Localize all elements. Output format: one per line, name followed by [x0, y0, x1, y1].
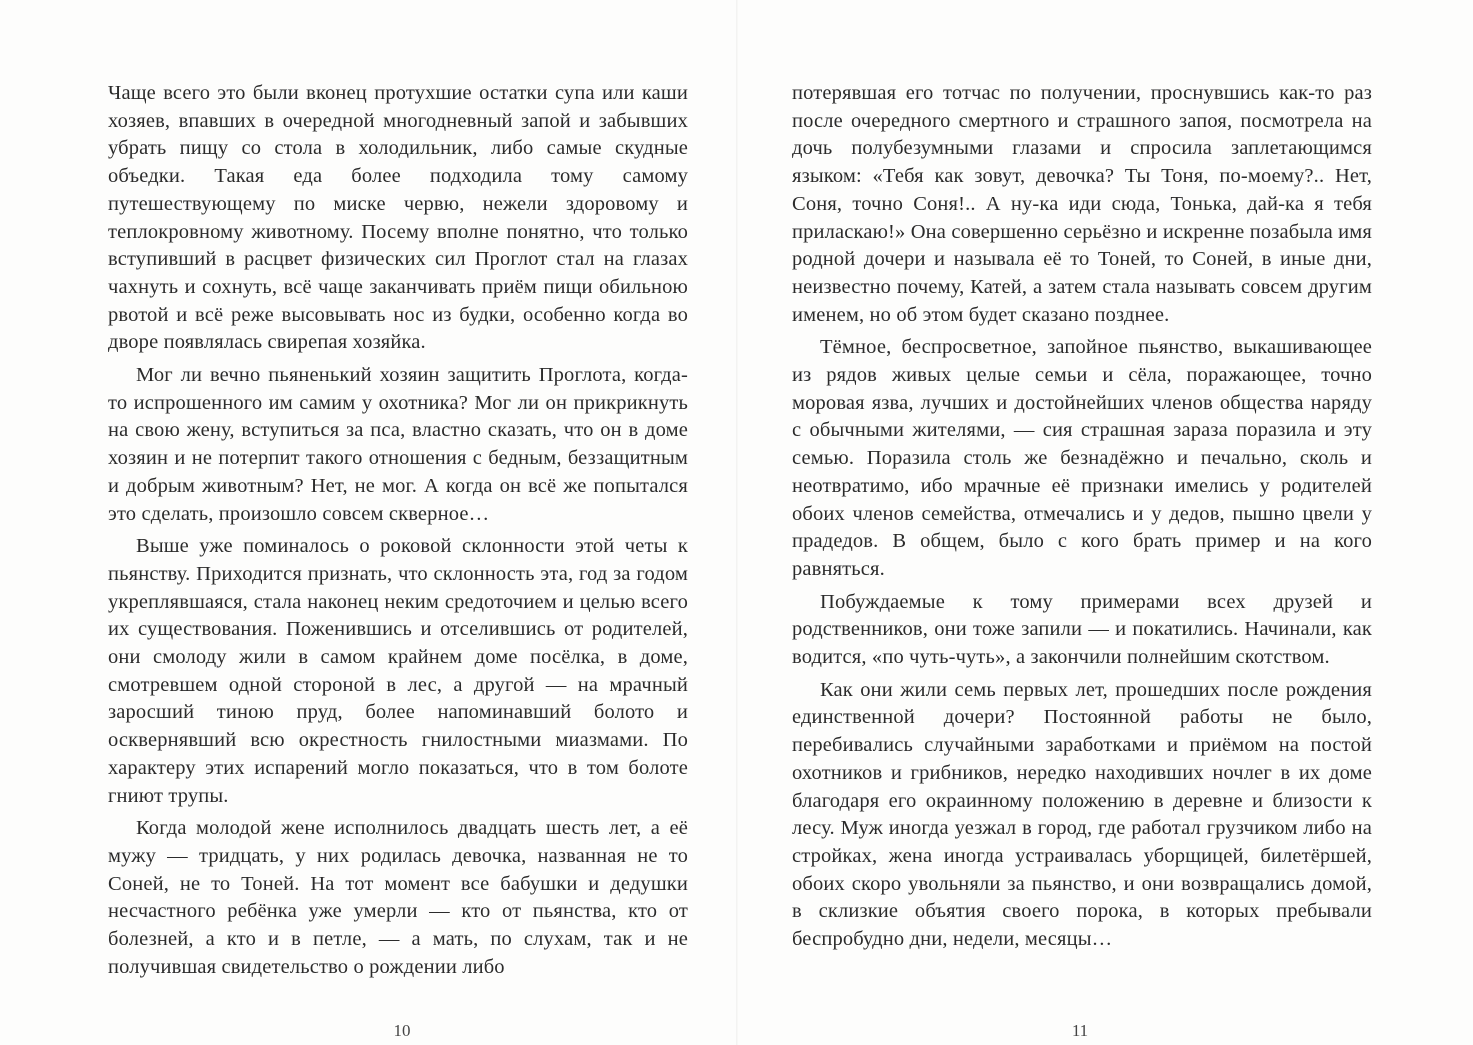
left-page: [108, 80, 688, 987]
left-page-number: 10: [393, 1021, 411, 1040]
right-paragraph-1: потерявшая его тотчас по получении, проснувшись как-то раз после очередного смертного и страшного запоя, посмотрела на дочь полубезумными глазами и спросила заплетающимся языком: «Тебя как зовут, девочка? Ты Тоня, по-моему?.. Нет, Соня, точно Соня!.. А ну-ка иди сюда, Тонька, дай-ка я тебя приласкаю!» Она совершенно серьёзно и искренне позабыла имя родной дочери и называла её то Тоней, то Соней, в иные дни, неизвестно почему, Катей, а затем стала называть совсем другим именем, но об этом будет сказано позднее.: [792, 82, 1372, 326]
right-paragraph-2: Тёмное, беспросветное, запойное пьянство, выкашивающее из рядов живых целые семьи и сёла, поражающее, точно моровая язва, лучших и достойнейших членов общества наряду с обычными жителями, — сия страшная зараза поразила и эту семью. Поразила столь же безнадёжно и печально, сколь и неотвратимо, ибо мрачные её признаки имелись у родителей обоих членов семейства, отмечались и у дедов, пышно цвели у прадедов. В общем, было с кого брать пример и на кого равняться.: [792, 336, 1372, 580]
left-paragraph-4: Когда молодой жене исполнилось двадцать шесть лет, а её мужу — тридцать, у них родилась девочка, названная не то Соней, не то Тоней. На тот момент все бабушки и дедушки несчастного ребёнка уже умерли — кто от пьянства, кто от болезней, а кто и в петле, — а мать, по слухам, так и не получившая свидетельство о рождении либо: [108, 817, 688, 978]
left-paragraph-3: Выше уже поминалось о роковой склонности этой четы к пьянству. Приходится признать, что склонность эта, год за годом укреплявшаяся, стала наконец неким средоточием и целью всего их существования. Поженившись и отселившись от родителей, они смолоду жили в самом крайнем доме посёлка, в доме, смотревшем одной стороной в лес, а другой — на мрачный заросший тиною пруд, более напоминавший болото и осквернявший всю окрестность гнилостными миазмами. По характеру этих испарений могло показаться, что в том болоте гниют трупы.: [108, 535, 688, 807]
right-page-number: 11: [1071, 1021, 1089, 1040]
left-paragraph-2: Мог ли вечно пьяненький хозяин защитить Проглота, когда-то испрошенного им самим у охотника? Мог ли он прикрикнуть на свою жену, вступиться за пса, властно сказать, что он в доме хозяин и не потерпит такого отношения с бедным, беззащитным и добрым животным? Нет, не мог. А когда он всё же попытался это сделать, произошло совсем скверное…: [108, 364, 688, 525]
book-gutter: [736, 0, 738, 1045]
right-page: [792, 80, 1372, 959]
right-paragraph-3: Побуждаемые к тому примерами всех друзей и родственников, они тоже запили — и покатились. Начинали, как водится, «по чуть-чуть», а закончили полнейшим скотством.: [792, 590, 1372, 669]
left-paragraph-1: Чаще всего это были вконец протухшие остатки супа или каши хозяев, впавших в очередной многодневный запой и забывших убрать пищу со стола в холодильник, либо самые скудные объедки. Такая еда более подходила тому самому путешествующему по миске червю, нежели здоровому и теплокровному животному. Посему вполне понятно, что только вступивший в расцвет физических сил Проглот стал на глазах чахнуть и сохнуть, всё чаще заканчивать приём пищи обильною рвотой и всё реже высовывать нос из будки, особенно когда во дворе появлялась свирепая хозяйка.: [108, 82, 688, 354]
right-paragraph-4: Как они жили семь первых лет, прошедших после рождения единственной дочери? Постоянной работы не было, перебивались случайными заработками и приёмом на постой охотников и грибников, нередко находивших ночлег в их доме благодаря его окраинному положению в деревне и близости к лесу. Муж иногда уезжал в город, где работал грузчиком либо на стройках, жена иногда устраивалась уборщицей, билетёршей, обоих скоро увольняли за пьянство, и они возвращались домой, в склизкие объятия своего порока, в которых пребывали беспробудно дни, недели, месяцы…: [792, 678, 1372, 951]
